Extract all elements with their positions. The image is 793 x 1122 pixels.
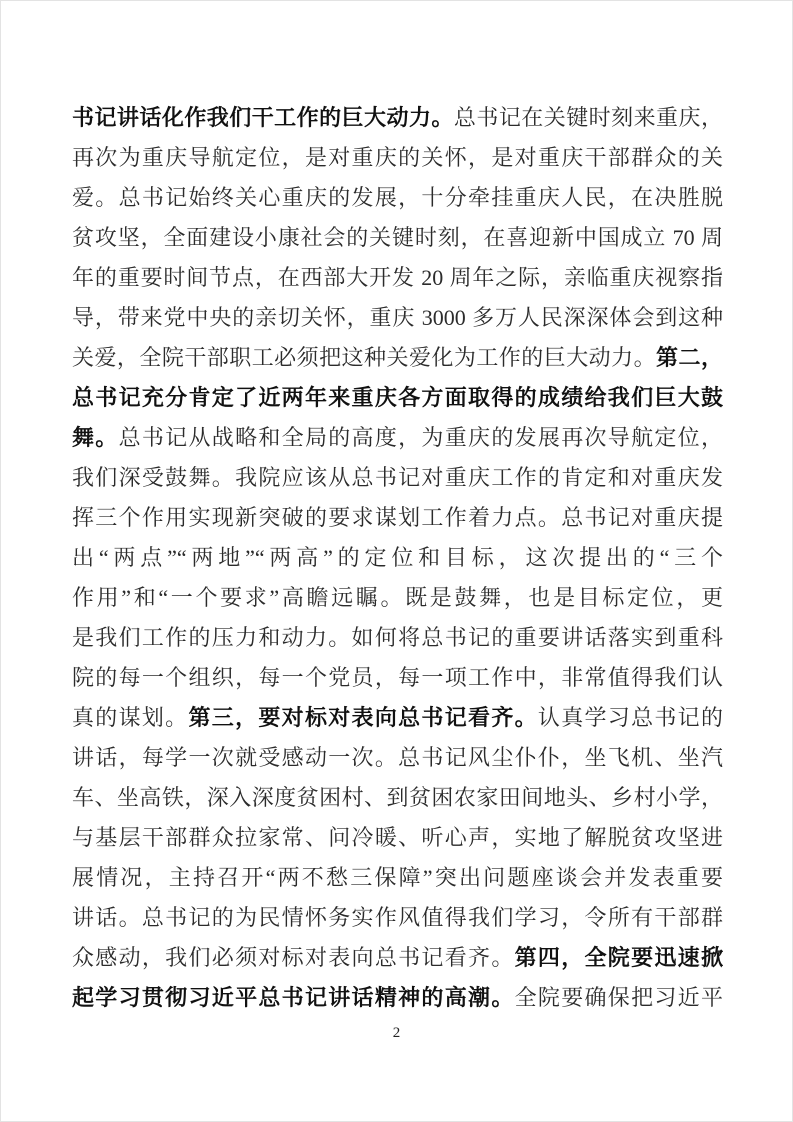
bold-text-segment: 总书记充分肯定了近两年来重庆各方面取得的成绩给我们巨大鼓	[72, 385, 723, 410]
text-line	[72, 898, 723, 938]
text-segment: 是我们工作的压力和动力。如何将总书记的重要讲话落实到重科	[72, 625, 723, 650]
text-line	[72, 378, 723, 418]
text-line	[72, 298, 723, 338]
text-segment: 再次为重庆导航定位，是对重庆的关怀，是对重庆干部群众的关	[72, 145, 723, 170]
bold-text-segment: 书记讲话化作我们干工作的巨大动力。	[72, 105, 454, 130]
text-line	[72, 538, 723, 578]
text-line	[72, 458, 723, 498]
text-line	[72, 618, 723, 658]
text-segment: 爱。总书记始终关心重庆的发展，十分牵挂重庆人民，在决胜脱	[72, 185, 723, 210]
text-segment: 众感动，我们必须对标对表向总书记看齐。	[72, 945, 515, 970]
text-segment: 讲话。总书记的为民情怀务实作风值得我们学习，令所有干部群	[72, 905, 723, 930]
text-line	[72, 858, 723, 898]
text-line	[72, 218, 723, 258]
text-line	[72, 738, 723, 778]
text-line	[72, 178, 723, 218]
text-segment: 展情况，主持召开“两不愁三保障”突出问题座谈会并发表重要	[72, 865, 723, 890]
bold-text-segment: 第三，要对标对表向总书记看齐。	[188, 705, 538, 730]
text-segment: 车、坐高铁，深入深度贫困村、到贫困农家田间地头、乡村小学，	[72, 785, 723, 810]
text-segment: 年的重要时间节点，在西部大开发 20 周年之际，亲临重庆视察指	[72, 265, 723, 290]
text-segment: 真的谋划。	[72, 705, 189, 730]
text-segment: 总书记从战略和全局的高度，为重庆的发展再次导航定位，	[118, 425, 723, 450]
text-segment: 我们深受鼓舞。我院应该从总书记对重庆工作的肯定和对重庆发	[72, 465, 723, 490]
text-segment: 挥三个作用实现新突破的要求谋划工作着力点。总书记对重庆提	[72, 505, 723, 530]
text-segment: 作用”和“一个要求”高瞻远瞩。既是鼓舞，也是目标定位，更	[72, 585, 723, 610]
text-line	[72, 338, 723, 378]
text-segment: 贫攻坚，全面建设小康社会的关键时刻，在喜迎新中国成立 70 周	[72, 225, 723, 250]
text-segment: 院的每一个组织，每一个党员，每一项工作中，非常值得我们认	[72, 665, 723, 690]
text-segment: 讲话，每学一次就受感动一次。总书记风尘仆仆，坐飞机、坐汽	[72, 745, 723, 770]
text-line	[72, 698, 723, 738]
bold-text-segment: 舞。	[72, 425, 119, 450]
text-line	[72, 778, 723, 818]
text-line	[72, 578, 723, 618]
bold-text-segment: 第二，	[656, 345, 723, 370]
text-segment: 认真学习总书记的	[537, 705, 723, 730]
text-line	[72, 98, 723, 138]
text-segment: 全院要确保把习近平	[514, 985, 723, 1010]
text-line	[72, 138, 723, 178]
text-line	[72, 818, 723, 858]
text-segment: 总书记在关键时刻来重庆，	[453, 105, 723, 130]
text-segment: 与基层干部群众拉家常、问冷暖、听心声，实地了解脱贫攻坚进	[72, 825, 723, 850]
bold-text-segment: 第四，全院要迅速掀	[514, 945, 723, 970]
text-line	[72, 498, 723, 538]
text-line	[72, 658, 723, 698]
page-number: 2	[392, 1025, 401, 1041]
text-line	[72, 418, 723, 458]
text-segment: 关爱，全院干部职工必须把这种关爱化为工作的巨大动力。	[72, 345, 657, 370]
text-segment: 出“两点”“两地”“两高”的定位和目标，这次提出的“三个	[72, 545, 723, 570]
document-body	[72, 98, 723, 1018]
text-segment: 导，带来党中央的亲切关怀，重庆 3000 多万人民深深体会到这种	[72, 305, 723, 330]
bold-text-segment: 起学习贯彻习近平总书记讲话精神的高潮。	[72, 985, 515, 1010]
text-line	[72, 978, 723, 1018]
text-line	[72, 938, 723, 978]
text-line	[72, 258, 723, 298]
